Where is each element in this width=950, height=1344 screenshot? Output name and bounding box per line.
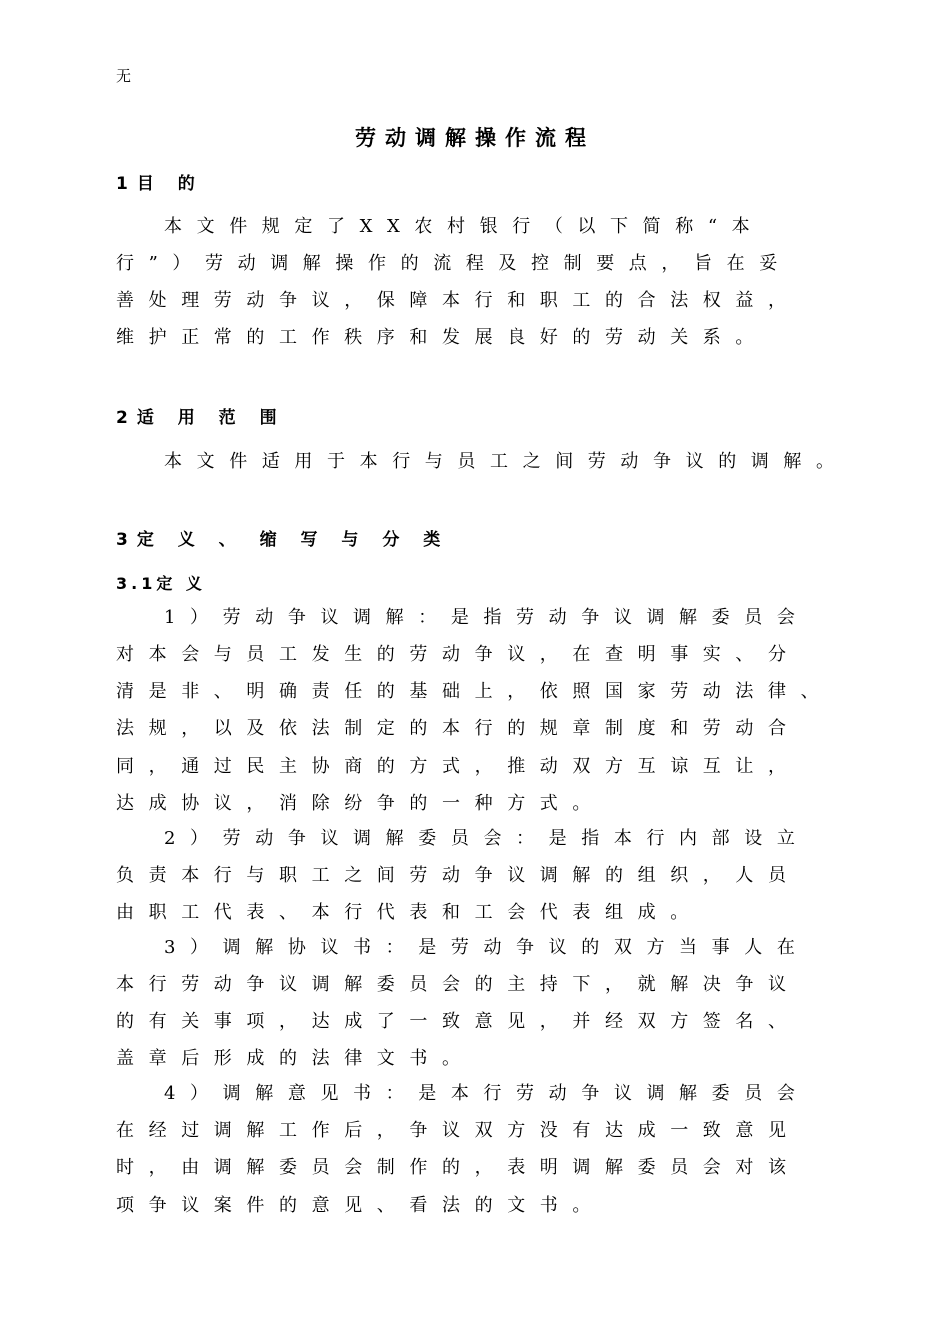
section-3-1-heading: 3.1定 义 bbox=[116, 574, 206, 593]
definition-1-line: 法规，以及依法制定的本行的规章制度和劳动合 bbox=[116, 718, 801, 739]
definition-2-line: 由职工代表、本行代表和工会代表组成。 bbox=[116, 902, 703, 923]
document-title: 劳动调解操作流程 bbox=[355, 126, 595, 150]
definition-1-line: 同，通过民主协商的方式，推动双方互谅互让， bbox=[116, 756, 801, 777]
paragraph-line: 本文件适用于本行与员工之间劳动争议的调解。 bbox=[164, 451, 849, 472]
definition-1-line: 1）劳动争议调解：是指劳动争议调解委员会 bbox=[164, 607, 810, 628]
definition-1-line: 达成协议，消除纷争的一种方式。 bbox=[116, 793, 605, 814]
section-3-heading: 3定 义 、 缩 写 与 分 类 bbox=[116, 530, 450, 550]
section-2-heading: 2适 用 范 围 bbox=[116, 408, 286, 428]
header-mark: 无 bbox=[116, 67, 132, 85]
definition-3-line: 的有关事项，达成了一致意见，并经双方签名、 bbox=[116, 1011, 801, 1032]
definition-3-line: 本行劳动争议调解委员会的主持下，就解决争议 bbox=[116, 974, 801, 995]
definition-3-line: 3）调解协议书：是劳动争议的双方当事人在 bbox=[164, 937, 810, 958]
definition-4-line: 项争议案件的意见、看法的文书。 bbox=[116, 1195, 605, 1216]
definition-3-line: 盖章后形成的法律文书。 bbox=[116, 1048, 475, 1069]
definition-4-line: 4）调解意见书：是本行劳动争议调解委员会 bbox=[164, 1083, 810, 1104]
definition-1-line: 对本会与员工发生的劳动争议，在查明事实、分 bbox=[116, 644, 801, 665]
definition-4-line: 在经过调解工作后，争议双方没有达成一致意见 bbox=[116, 1120, 801, 1141]
paragraph-line: 行”）劳动调解操作的流程及控制要点，旨在妥 bbox=[116, 253, 792, 274]
paragraph-line: 本文件规定了XX农村银行（以下简称“本 bbox=[164, 216, 765, 237]
paragraph-line: 善处理劳动争议，保障本行和职工的合法权益， bbox=[116, 290, 801, 311]
paragraph-line: 维护正常的工作秩序和发展良好的劳动关系。 bbox=[116, 327, 768, 348]
definition-2-line: 2）劳动争议调解委员会：是指本行内部设立 bbox=[164, 828, 810, 849]
section-1-heading: 1目 的 bbox=[116, 174, 204, 194]
definition-2-line: 负责本行与职工之间劳动争议调解的组织，人员 bbox=[116, 865, 801, 886]
definition-4-line: 时，由调解委员会制作的，表明调解委员会对该 bbox=[116, 1157, 801, 1178]
definition-1-line: 清是非、明确责任的基础上，依照国家劳动法律、 bbox=[116, 681, 834, 702]
